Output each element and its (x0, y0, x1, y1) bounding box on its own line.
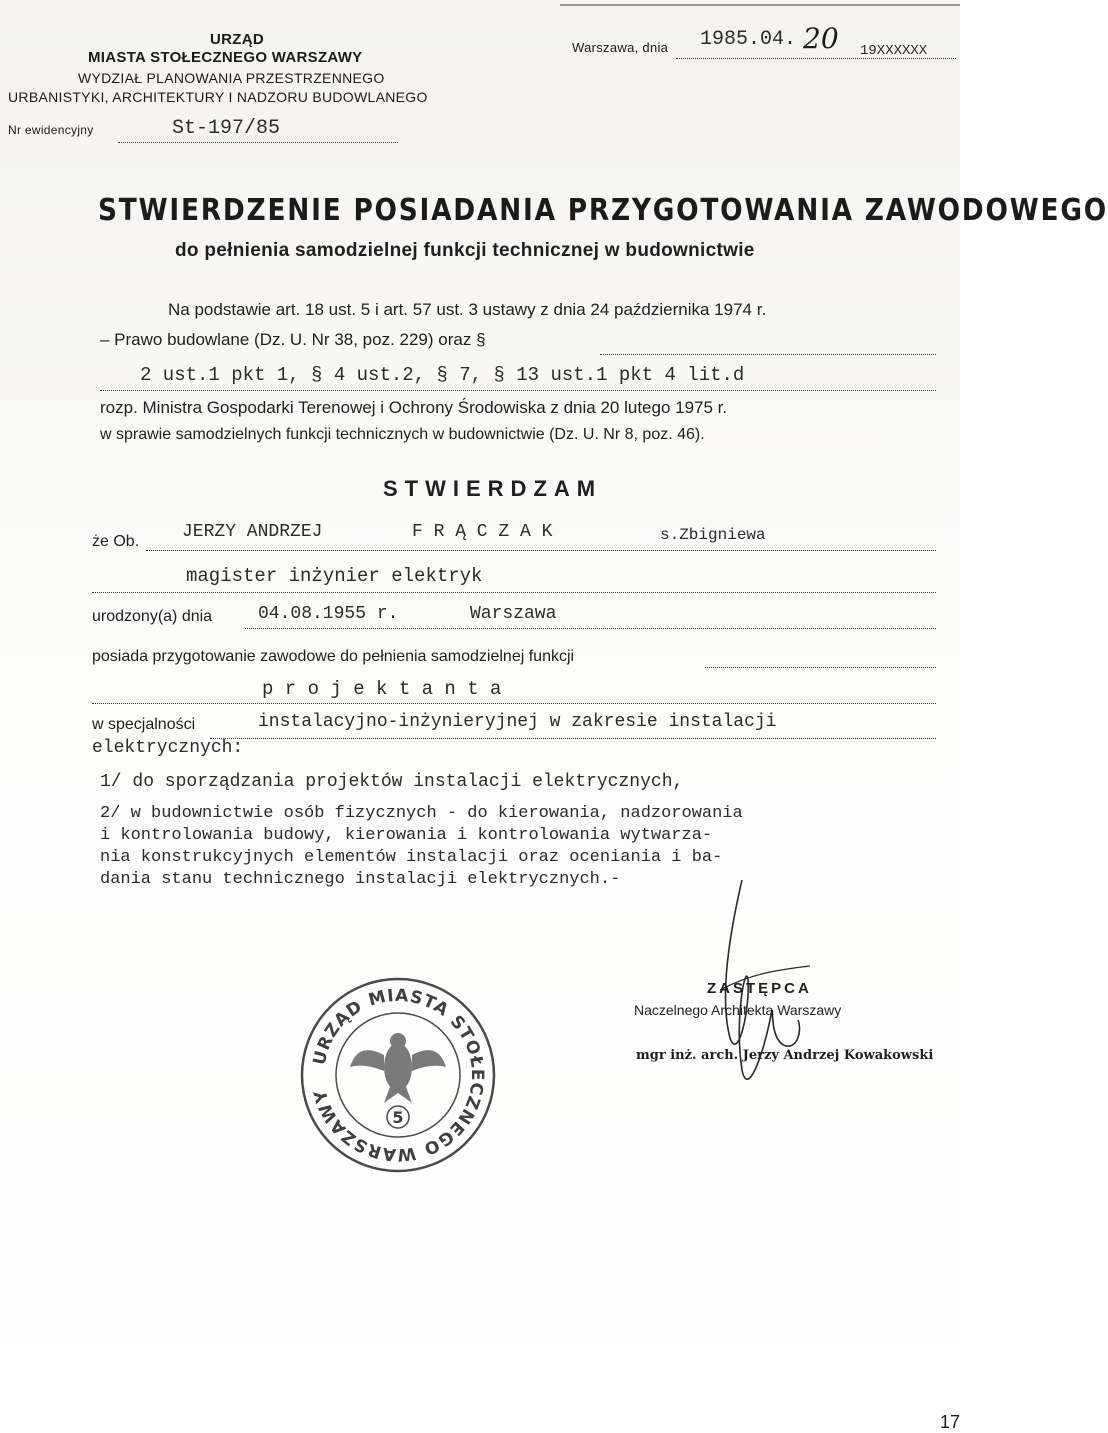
document-title: STWIERDZENIE POSIADANIA PRZYGOTOWANIA ZAWODOWEGO (98, 193, 1108, 228)
function-value-line (92, 703, 936, 704)
legal-line3-fill (100, 390, 936, 391)
specialty-continued: elektrycznych: (92, 738, 244, 758)
person-line (146, 550, 936, 551)
scope-item-2-line1: 2/ w budownictwie osób fizycznych - do kierowania, nadzorowania (100, 804, 743, 823)
legal-line2-fill (600, 354, 936, 355)
legal-paragraphs-typed: 2 ust.1 pkt 1, § 4 ust.2, § 7, § 13 ust.1 pkt 4 lit.d (140, 364, 745, 386)
scope-item-2-line3: nia konstrukcyjnych elementów instalacji oraz oceniania i ba- (100, 848, 723, 867)
seal-number: 5 (392, 1108, 404, 1127)
scan-top-edge (560, 4, 960, 6)
header-department: WYDZIAŁ PLANOWANIA PRZESTRZENNEGO (78, 70, 385, 86)
legal-basis-line5: w sprawie samodzielnych funkcji technicznych w budownictwie (Dz. U. Nr 8, poz. 46). (100, 426, 705, 443)
person-fathers-name: s.Zbigniewa (660, 526, 766, 544)
specialty-label: w specjalności (92, 716, 196, 733)
birth-place: Warszawa (470, 604, 557, 624)
person-surname: F R Ą C Z A K (412, 522, 553, 542)
header-city: MIASTA STOŁECZNEGO WARSZAWY (88, 49, 363, 66)
legal-basis-line4: rozp. Ministra Gospodarki Terenowej i Ochrony Środowiska z dnia 20 lutego 1975 r. (100, 398, 728, 417)
header-department-cont: URBANISTYKI, ARCHITEKTURY I NADZORU BUDOWLANEGO (8, 89, 428, 105)
signatory-name: mgr inż. arch. Jerzy Andrzej Kowakowski (636, 1048, 934, 1063)
date-value: 1985.04. (700, 28, 797, 51)
specialty-line (210, 738, 936, 739)
signatory-role: ZASTĘPCA (707, 980, 812, 997)
date-strikeout: 19XXXXXX (860, 43, 928, 59)
official-seal (298, 975, 498, 1175)
reg-number-value: St-197/85 (172, 117, 281, 140)
header-office: URZĄD (210, 31, 264, 48)
person-first-names: JERZY ANDRZEJ (182, 522, 323, 542)
birth-label: urodzony(a) dnia (92, 608, 213, 625)
seal-text: URZĄD MIASTA STOŁECZNEGO WARSZAWY (309, 985, 488, 1165)
birth-date: 04.08.1955 r. (258, 604, 399, 624)
function-line (705, 667, 936, 668)
date-day-handwritten: 20 (803, 22, 839, 55)
signatory-role-cont: Naczelnego Architekta Warszawy (634, 1002, 842, 1018)
person-professional-title: magister inżynier elektryk (186, 565, 483, 587)
legal-basis-line2: – Prawo budowlane (Dz. U. Nr 38, poz. 229) oraz § (100, 330, 486, 349)
page-number: 17 (939, 1412, 960, 1432)
function-value: p r o j e k t a n t a (262, 678, 502, 700)
title-line (92, 592, 936, 593)
place-date-label: Warszawa, dnia (572, 40, 669, 55)
reg-number-label: Nr ewidencyjny (8, 123, 94, 137)
person-label: że Ob. (92, 533, 140, 550)
legal-basis-line1: Na podstawie art. 18 ust. 5 i art. 57 ust. 3 ustawy z dnia 24 października 1974 r. (168, 300, 767, 319)
declaration-heading: STWIERDZAM (383, 476, 603, 501)
scope-item-1: 1/ do sporządzania projektów instalacji elektrycznych, (100, 772, 684, 792)
specialty-value: instalacyjno-inżynieryjnej w zakresie instalacji (258, 712, 777, 732)
birth-line (245, 628, 936, 629)
function-label: posiada przygotowanie zawodowe do pełnienia samodzielnej funkcji (92, 648, 575, 665)
eagle-emblem (350, 1033, 446, 1103)
document-subtitle: do pełnienia samodzielnej funkcji technicznej w budownictwie (175, 240, 755, 261)
scope-item-2-line4: dania stanu technicznego instalacji elektrycznych.- (100, 870, 621, 889)
scope-item-2-line2: i kontrolowania budowy, kierowania i kontrolowania wytwarza- (100, 826, 713, 845)
reg-number-line (118, 142, 398, 143)
